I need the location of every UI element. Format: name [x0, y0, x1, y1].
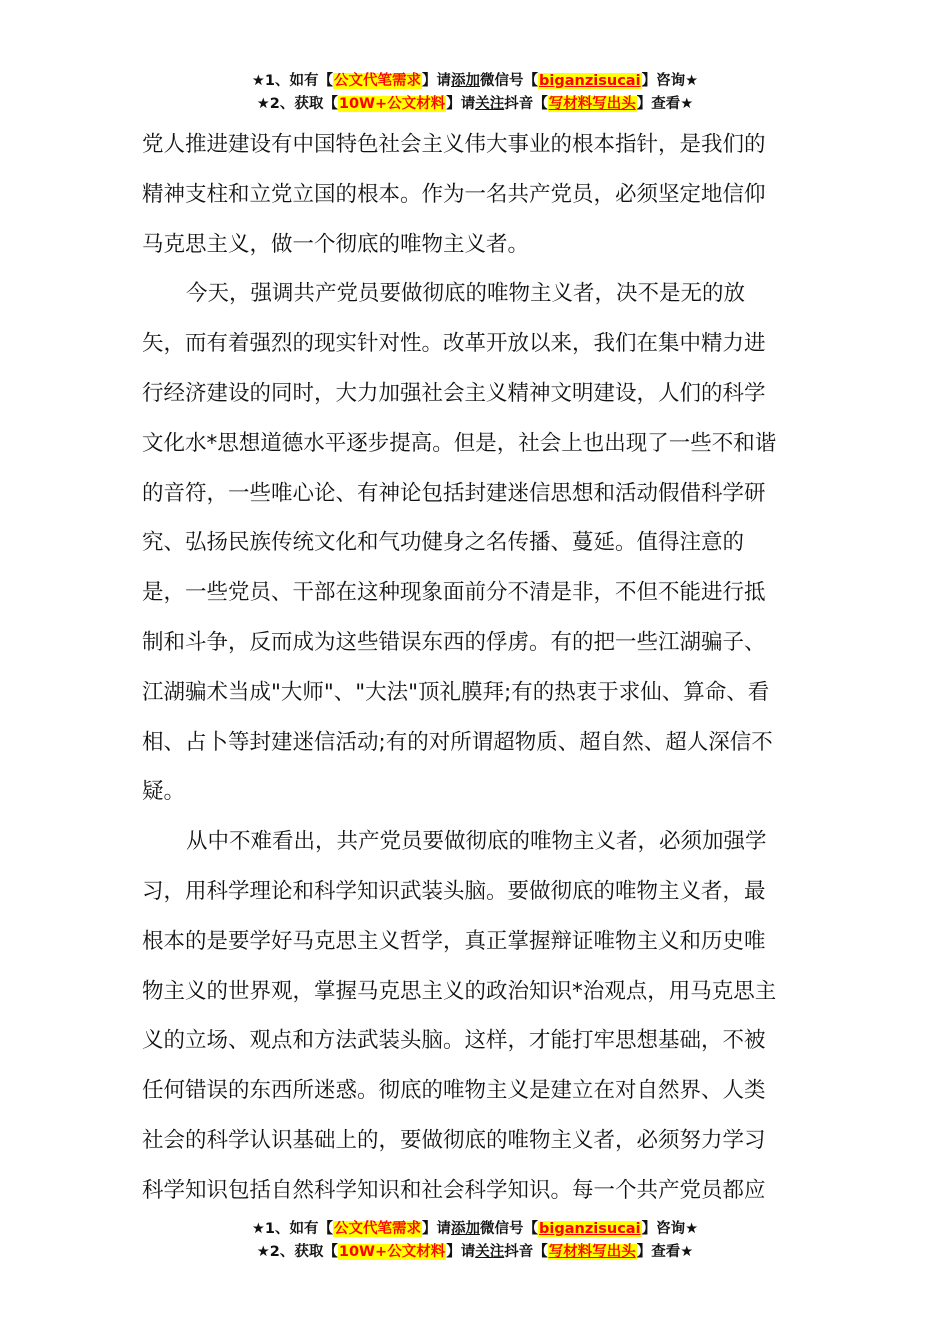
header-banner	[0, 70, 950, 116]
text-line: 今天，强调共产党员要做彻底的唯物主义者，决不是无的放	[186, 281, 746, 307]
text-line: 习，用科学理论和科学知识武装头脑。要做彻底的唯物主义者，最	[142, 878, 766, 904]
banner-line-1	[0, 1218, 950, 1241]
text-line: 根本的是要学好马克思主义哲学，真正掌握辩证唯物主义和历史唯	[142, 928, 766, 954]
text-line: 精神支柱和立党立国的根本。作为一名共产党员，必须坚定地信仰	[142, 181, 766, 207]
highlight-materials: 10W+公文材料	[338, 96, 446, 112]
banner-text: 】请	[422, 73, 452, 89]
text-line: 究、弘扬民族传统文化和气功健身之名传播、蔓延。值得注意的	[142, 530, 745, 556]
text-line: 义的立场、观点和方法武装头脑。这样，才能打牢思想基础，不被	[142, 1028, 766, 1054]
banner-text: 抖音【	[504, 96, 548, 112]
text-line: 科学知识包括自然科学知识和社会科学知识。每一个共产党员都应	[142, 1177, 766, 1203]
highlight-service: 公文代笔需求	[334, 73, 422, 89]
banner-text: ★2、获取【	[256, 1244, 338, 1260]
banner-text: ★2、获取【	[256, 96, 338, 112]
wechat-id-link[interactable]: biganzisucai	[539, 1221, 641, 1237]
text-line: 疑。	[142, 779, 186, 805]
banner-text: ★1、如有【	[251, 1221, 334, 1237]
banner-text: ★1、如有【	[251, 73, 334, 89]
text-line: 党人推进建设有中国特色社会主义伟大事业的根本指针，是我们的	[142, 132, 766, 157]
document-body	[142, 120, 808, 1216]
text-line: 行经济建设的同时，大力加强社会主义精神文明建设，人们的科学	[142, 380, 766, 406]
text-line: 矢，而有着强烈的现实针对性。改革开放以来，我们在集中精力进	[142, 331, 766, 357]
emphasis-text: 关注	[475, 1244, 505, 1260]
banner-line-1	[0, 70, 950, 93]
banner-text: 】查看★	[636, 96, 694, 112]
emphasis-text: 关注	[475, 96, 505, 112]
text-line: 的音符，一些唯心论、有神论包括封建迷信思想和活动假借科学研	[142, 480, 766, 506]
banner-text: 】请	[422, 1221, 452, 1237]
banner-text: 】请	[446, 96, 476, 112]
highlight-materials: 10W+公文材料	[338, 1244, 446, 1260]
text-line: 是，一些党员、干部在这种现象面前分不清是非，不但不能进行抵	[142, 580, 766, 606]
paragraph	[142, 817, 808, 1215]
highlight-service: 公文代笔需求	[334, 1221, 422, 1237]
banner-text: 】请	[446, 1244, 476, 1260]
text-line: 制和斗争，反而成为这些错误东西的俘虏。有的把一些江湖骗子、	[142, 629, 766, 655]
emphasis-text: 添加	[451, 1221, 481, 1237]
text-line: 江湖骗术当成"大师"、"大法"顶礼膜拜;有的热衷于求仙、算命、看	[142, 679, 770, 705]
footer-banner	[0, 1218, 950, 1264]
banner-text: 微信号【	[480, 1221, 539, 1237]
banner-text: 】查看★	[636, 1244, 694, 1260]
douyin-account-link[interactable]: 写材料写出头	[548, 96, 636, 112]
emphasis-text: 添加	[451, 73, 481, 89]
text-line: 文化水*思想道德水平逐步提高。但是，社会上也出现了一些不和谐	[142, 430, 777, 456]
text-line: 相、占卜等封建迷信活动;有的对所谓超物质、超自然、超人深信不	[142, 729, 773, 755]
paragraph	[142, 120, 808, 269]
douyin-account-link[interactable]: 写材料写出头	[548, 1244, 636, 1260]
wechat-id-link[interactable]: biganzisucai	[539, 73, 641, 89]
banner-text: 抖音【	[504, 1244, 548, 1260]
text-line: 物主义的世界观，掌握马克思主义的政治知识*治观点，用马克思主	[142, 978, 777, 1004]
banner-text: 】咨询★	[641, 1221, 699, 1237]
text-line: 马克思主义，做一个彻底的唯物主义者。	[142, 231, 530, 257]
banner-line-2	[0, 1241, 950, 1264]
text-line: 任何错误的东西所迷惑。彻底的唯物主义是建立在对自然界、人类	[142, 1078, 766, 1104]
text-line: 社会的科学认识基础上的，要做彻底的唯物主义者，必须努力学习	[142, 1127, 766, 1153]
banner-text: 微信号【	[480, 73, 539, 89]
text-line: 从中不难看出，共产党员要做彻底的唯物主义者，必须加强学	[186, 829, 767, 855]
paragraph	[142, 269, 808, 817]
banner-line-2	[0, 93, 950, 116]
banner-text: 】咨询★	[641, 73, 699, 89]
